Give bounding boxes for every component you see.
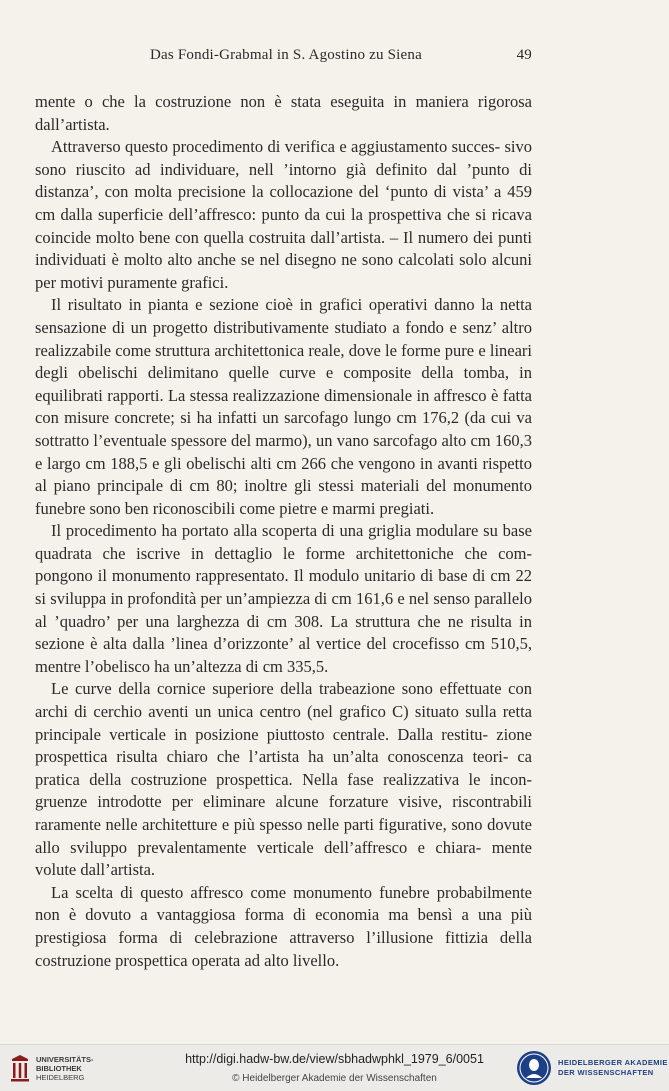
- page-header: [34, 47, 532, 69]
- text-line: non è dovuto a vantaggiosa forma di economia ma bensì a una più: [35, 905, 532, 925]
- paragraph: [35, 136, 532, 294]
- text-line: 22 si sviluppa in profondità per un’ampiezza di cm 161,6 e nel senso: [35, 566, 532, 609]
- text-line: gruenze introdotte per eliminare alcune forzature visive, riscontrabili: [35, 792, 532, 812]
- text-line: distanza’, con molta precisione la collocazione del ‘punto di vista’ a: [35, 182, 502, 202]
- text-line: dei punti individuati è molto alto anche se nel disegno ne sono calcolati: [35, 227, 533, 270]
- paragraph: [35, 520, 532, 678]
- text-line: risulta in sezione è alta dalla ’linea d’orizzonte’ al vertice del crocefisso: [35, 611, 533, 654]
- text-line: materiali del monumento funebre sono ben riconoscibili come pietre e: [35, 476, 533, 518]
- text-line: 459 cm dalla superficie dell’affresco: punto da cui la prospettiva che si: [35, 182, 532, 224]
- text-line: La scelta di questo affresco come monumento funebre probabilmente: [51, 882, 532, 902]
- text-line: Il procedimento ha portato alla scoperta di una griglia modulare su: [51, 521, 498, 541]
- text-line: sarcofago alto cm 160,3 e largo cm 188,5 e gli obelischi alti cm 266 che: [35, 430, 532, 473]
- text-line: 176,2 (da cui va sottratto l’eventuale spessore del marmo), un vano: [35, 408, 532, 450]
- text-line: Attraverso questo procedimento di verifica e aggiustamento succes-: [51, 137, 501, 157]
- text-line: affresco è fatta con misure concrete; si ha infatti un sarcofago lungo cm: [35, 385, 533, 428]
- paragraph: [35, 91, 532, 136]
- text-line: vengono in avanti rispetto al piano principale di cm 80; inoltre gli stessi: [35, 453, 533, 496]
- text-line: Il risultato in pianta e sezione cioè in grafici operativi danno la netta: [51, 295, 532, 315]
- library-name-line-1: UNIVERSITÄTS-: [36, 1055, 94, 1064]
- library-city: HEIDELBERG: [36, 1073, 85, 1082]
- academy-seal-icon: [516, 1050, 552, 1086]
- text-line: ca pratica della costruzione prospettica. Nella fase realizzativa le incon-: [35, 747, 533, 789]
- text-line: sensazione di un progetto distributivamente studiato a fondo e senz’: [35, 317, 497, 337]
- paragraph: [35, 882, 532, 972]
- text-line: sivo sono riuscito ad individuare, nell ’intorno già definito dal ’punto di: [35, 137, 532, 179]
- text-line: raramente nelle architetture e più spesso nelle parti figurative, sono: [35, 815, 483, 834]
- page-number: 49: [516, 47, 532, 63]
- academy-name: [558, 1058, 668, 1078]
- text-line: mente volute dall’artista.: [35, 837, 533, 880]
- viewer-footer: [0, 1044, 669, 1091]
- text-line: Le curve della cornice superiore della trabeazione sono effettuate: [51, 679, 502, 699]
- text-line: marmi pregiati.: [332, 498, 435, 518]
- text-line: mente o che la costruzione non è stata eseguita in maniera rigorosa: [35, 92, 532, 111]
- text-line: dovute allo sviluppo prevalentamente verticale dell’affresco e chiara-: [35, 815, 533, 857]
- academy-name-line-1: HEIDELBERGER AKADEMIE: [558, 1058, 668, 1067]
- running-head: Das Fondi-Grabmal in S. Agostino zu Siena: [150, 47, 422, 63]
- paragraph: [35, 294, 532, 520]
- copyright-notice: © Heidelberger Akademie der Wissenschaften: [232, 1073, 437, 1084]
- text-line: cm 510,5, mentre l’obelisco ha un’altezza di cm 335,5.: [35, 634, 532, 676]
- academy-name-line-2: DER WISSENSCHAFTEN: [558, 1068, 654, 1077]
- text-line: dall’artista.: [35, 114, 110, 134]
- permalink-url[interactable]: http://digi.hadw-bw.de/view/sbhadwphkl_1979_6/0051: [185, 1052, 484, 1066]
- paragraph: [35, 678, 532, 881]
- library-name-line-2: BIBLIOTHEK: [36, 1064, 82, 1073]
- text-line: solo alcuni per motivi puramente grafici.: [35, 250, 533, 292]
- text-line: parallelo al ’quadro’ per una larghezza di cm 308. La struttura che ne: [35, 589, 532, 631]
- text-line: base quadrata che iscrive in dettaglio le forme architettoniche che com-: [35, 521, 532, 563]
- text-line: retta principale verticale in posizione piuttosto centrale. Dalla restitu-: [35, 702, 532, 744]
- text-line: con archi di cerchio aventi un unica centro (nel grafico C) situato sulla: [35, 679, 532, 722]
- text-line: pongono il monumento rappresentato. Il modulo unitario di base di cm: [35, 566, 511, 586]
- text-line: prestigiosa forma di celebrazione attraverso l’illusione fittizia della: [35, 927, 532, 947]
- body-text: [35, 91, 532, 972]
- text-line: pure e lineari degli obelischi delimitano quelle curve e composite della: [35, 340, 533, 383]
- text-line: zione prospettica risulta chiaro che l’artista ha un’alta conoscenza teori-: [35, 724, 532, 767]
- text-line: altro realizzabile come struttura architettonica reale, dove le forme: [35, 317, 533, 360]
- text-line: tomba, in equilibrati rapporti. La stessa realizzazione dimensionale in: [35, 363, 532, 405]
- text-line: ricava coincide molto bene con quella costruita dall’artista. – Il numero: [35, 204, 533, 247]
- text-line: costruzione prospettica operata ad alto livello.: [35, 950, 340, 970]
